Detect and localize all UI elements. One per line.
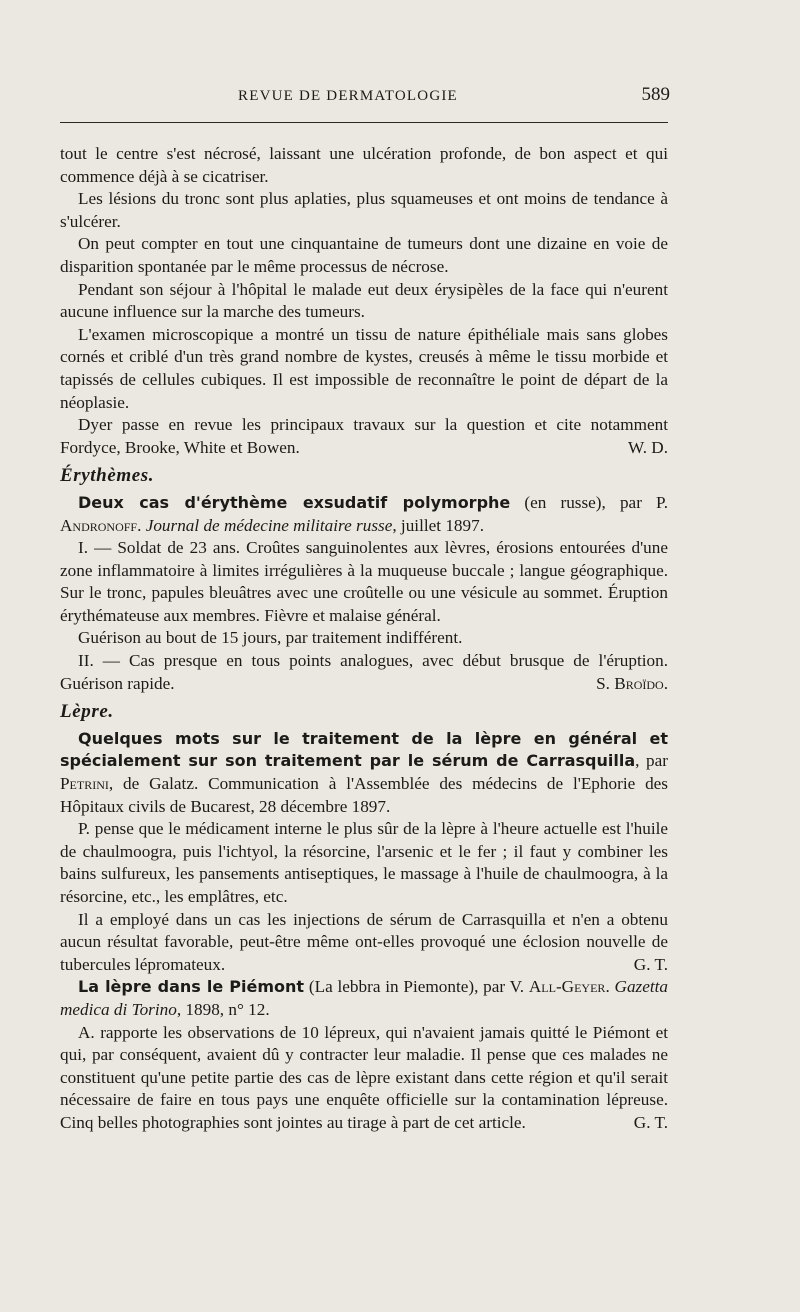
- paragraph: Guérison au bout de 15 jours, par traitement indifférent.: [78, 628, 463, 648]
- section-heading: Lèpre.: [60, 701, 114, 723]
- paragraph-text: II. — Cas presque en tous points analogues, avec début brusque de l'éruption. Guérison rapide.: [60, 651, 668, 693]
- citation-text: , juillet 1897.: [392, 515, 484, 535]
- paragraph: On peut compter en tout une cinquantaine de tumeurs dont une dizaine en voie de disparition spontanée par le même processus de nécrose.: [60, 234, 668, 276]
- header-rule: [60, 122, 668, 123]
- paragraph: [60, 909, 668, 977]
- paragraph: P. pense que le médicament interne le plus sûr de la lèpre à l'heure actuelle est l'huile de chaulmoogra, puis l'ichtyol, la résorcine, l'arsenic et le fer ; il faut y combiner les bains sulfureux, les pansements antiseptiques, le massage à l'huile de chaulmoogra, à la résorcine, etc., les emplâtres, etc.: [60, 819, 668, 906]
- paragraph: I. — Soldat de 23 ans. Croûtes sanguinolentes aux lèvres, érosions entourées d'une zone inflammatoire à limites irrégulières à la muqueuse buccale ; langue géographique. Sur le tronc, papules bleuâtres avec une croûtelle ou une vésicule au sommet. Éruption érythémateuse aux membres. Fièvre et malaise général.: [60, 538, 668, 625]
- page-number: 589: [641, 84, 670, 105]
- citation-text: .: [137, 515, 146, 535]
- article-citation: [60, 492, 668, 537]
- running-head: [60, 84, 670, 112]
- signature: W. D.: [628, 437, 668, 457]
- paragraph: tout le centre s'est nécrosé, laissant une ulcération profonde, de bon aspect et qui commence déjà à se cicatriser.: [60, 144, 668, 186]
- journal-name: Gazetta medica di Torino: [60, 977, 668, 1019]
- article-title: Quelques mots sur le traitement de la lèpre en général et spécialement sur son traitement par le sérum de Carrasquilla: [60, 728, 668, 771]
- citation-text: , 1898, n° 12.: [176, 999, 270, 1019]
- article-title: Deux cas d'érythème exsudatif polymorphe: [78, 492, 511, 512]
- paragraph: [60, 414, 668, 459]
- author-name: Andronoff: [60, 515, 138, 535]
- author-name: All-Geyer: [528, 977, 606, 997]
- citation-text: , par: [635, 751, 668, 771]
- article-body: [60, 143, 668, 1135]
- paragraph: L'examen microscopique a montré un tissu de nature épithéliale mais sans globes cornés et criblé d'un très grand nombre de kystes, creusés à même le tissu morbide et tapissés de cellules cubiques. Il est impossible de reconnaître le point de départ de la néoplasie.: [60, 324, 668, 412]
- paragraph-text: Dyer passe en revue les principaux travaux sur la question et cite notamment Fordyce, Brooke, White et Bowen.: [60, 415, 668, 457]
- citation-text: (en russe), par P.: [510, 492, 668, 512]
- paragraph: [60, 650, 668, 695]
- article-citation: [60, 976, 668, 1021]
- paragraph-text: A. rapporte les observations de 10 lépreux, qui n'avaient jamais quitté le Piémont et qui, par conséquent, avaient dû y contracter leur maladie. Il pense que ces malades ne constituent qu'une petite partie des cas de lèpre existant dans cette région et qu'il serait nécessaire de faire en tous pays une enquête officielle sur la contamination lépreuse. Cinq belles photographies sont jointes au tirage à part de cet article.: [60, 1022, 668, 1132]
- citation-text: .: [605, 977, 615, 997]
- author-name: Petrini: [60, 774, 109, 794]
- signature: G. T.: [633, 954, 668, 974]
- citation-text: , de Galatz. Communication à l'Assemblée des médecins de l'Ephorie des Hôpitaux civils de Bucarest, 28 décembre 1897.: [60, 774, 668, 816]
- signature: S. Broïdo.: [596, 673, 668, 693]
- section-heading: Érythèmes.: [60, 465, 155, 487]
- article-citation: [60, 728, 668, 818]
- signature: G. T.: [633, 1112, 668, 1132]
- journal-name: Journal de médecine militaire russe: [145, 515, 393, 535]
- citation-text: (La lebbra in Piemonte), par V.: [304, 977, 529, 997]
- paragraph-text: Il a employé dans un cas les injections de sérum de Carrasquilla et n'en a obtenu aucun résultat favorable, peut-être même ont-elles provoqué une éclosion nouvelle de tubercules lépromateux.: [60, 909, 668, 974]
- paragraph: Pendant son séjour à l'hôpital le malade eut deux érysipèles de la face qui n'eurent aucune influence sur la marche des tumeurs.: [60, 279, 668, 322]
- paragraph: [60, 1022, 668, 1135]
- paragraph: Les lésions du tronc sont plus aplaties, plus squameuses et ont moins de tendance à s'ulcérer.: [60, 189, 668, 231]
- running-title: REVUE DE DERMATOLOGIE: [238, 88, 458, 104]
- article-title: La lèpre dans le Piémont: [78, 977, 305, 997]
